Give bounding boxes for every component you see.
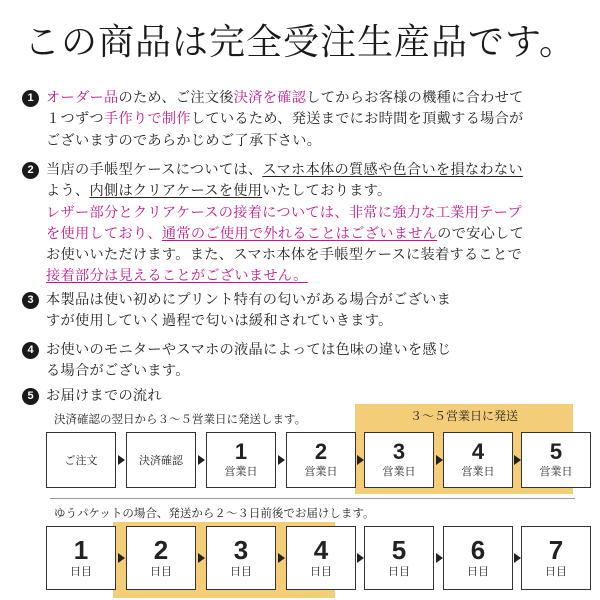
text-segment: 決済を確認	[233, 90, 307, 106]
text-line	[46, 245, 582, 266]
text-line	[46, 266, 582, 287]
text-segment: ので安心して	[437, 225, 525, 242]
step-unit: 日目	[310, 565, 332, 578]
step-unit: 日目	[467, 565, 489, 578]
flow-step	[443, 432, 513, 488]
step-number: 2	[153, 535, 169, 565]
text-segment: のため、ご注文後	[118, 90, 234, 106]
text-segment: 内側はクリアケースを使用	[89, 183, 263, 200]
number-badge: 3	[22, 292, 39, 309]
flow-step	[126, 432, 196, 488]
notice-text	[46, 88, 582, 152]
number-badge: 2	[22, 162, 39, 179]
arrow-right-icon	[436, 553, 443, 563]
text-segment: 通常のご使用で外れることはございません	[161, 225, 438, 242]
step-number: 1	[73, 535, 89, 565]
arrow-right-icon	[118, 553, 125, 563]
arrow-right-icon	[198, 455, 205, 465]
step-unit: 日目	[70, 565, 92, 578]
number-badge: 1	[22, 90, 39, 107]
arrow-right-icon	[514, 455, 521, 465]
text-segment: お使いのモニターやスマホの液晶によっては色味の違いを感じ	[46, 342, 452, 358]
flow-step	[521, 432, 591, 488]
step-unit: 営業日	[224, 465, 258, 478]
step-number: 2	[314, 439, 328, 464]
step-unit: 営業日	[461, 465, 495, 478]
step-number: 4	[471, 439, 485, 464]
arrow-right-icon	[436, 455, 443, 465]
step-label: 決済確認	[139, 454, 183, 467]
flow-step	[286, 432, 356, 488]
step-number: 5	[549, 439, 563, 464]
text-segment: 手作りで制作	[103, 111, 191, 128]
text-segment: ございますのであらかじめご了承下さい。	[46, 132, 322, 149]
text-segment: 本製品は使い初めにプリント特有の匂いがある場合がございま	[46, 292, 452, 308]
text-line	[46, 340, 582, 361]
step-number: 1	[234, 439, 248, 464]
text-segment: る場合がございます。	[46, 363, 190, 380]
step-unit: 日目	[230, 565, 252, 578]
text-line	[46, 88, 582, 109]
text-line	[46, 311, 582, 332]
text-segment: お使いいただけます。また、スマホ本体を手帳型ケースに装着することで	[46, 247, 522, 264]
flow-step	[521, 526, 591, 590]
text-segment: を使用しており、	[46, 225, 162, 242]
text-line	[46, 224, 582, 245]
flow-divider	[50, 498, 575, 499]
step-number: 6	[470, 535, 486, 565]
number-badge: 4	[22, 342, 39, 359]
flow-step	[286, 526, 356, 590]
notice-item	[22, 88, 582, 152]
number-badge: 5	[22, 388, 39, 405]
flow-step	[46, 432, 116, 488]
notice-item	[22, 290, 582, 333]
notice-item	[22, 160, 582, 288]
text-line	[46, 160, 582, 181]
step-unit: 営業日	[382, 465, 416, 478]
text-line	[46, 290, 582, 311]
step-unit: 営業日	[539, 465, 573, 478]
text-line	[46, 131, 582, 152]
notice-item	[22, 340, 582, 383]
notice-text	[46, 160, 582, 288]
text-segment: いたしております。	[262, 183, 392, 200]
arrow-right-icon	[278, 455, 285, 465]
text-segment: １つずつ	[46, 111, 104, 128]
text-segment: スマホ本体の質感や色合いを損なわない	[262, 162, 523, 178]
flow-step	[206, 526, 276, 590]
arrow-right-icon	[278, 553, 285, 563]
flow2-note: ゆうパケットの場合、発送から２～３日前後でお届けします。	[54, 506, 375, 520]
text-segment: レザー部分とクリアケースの接着については、非常に強力な工業用テープ	[46, 204, 522, 221]
text-segment: お届けまでの流れ	[46, 388, 162, 404]
flow-step	[126, 526, 196, 590]
step-number: 7	[548, 535, 564, 565]
text-segment: オーダー品	[46, 90, 119, 106]
flow-step	[443, 526, 513, 590]
text-segment: 接着部分は見えることがございません。	[46, 268, 308, 285]
step-number: 3	[233, 535, 249, 565]
shipping-window-label: ３～５営業日に発送	[409, 409, 518, 423]
arrow-right-icon	[198, 553, 205, 563]
notice-text	[46, 290, 582, 333]
arrow-right-icon	[357, 553, 364, 563]
step-unit: 日目	[150, 565, 172, 578]
text-line	[46, 361, 582, 382]
step-unit: 日目	[545, 565, 567, 578]
step-unit: 営業日	[304, 465, 338, 478]
text-segment: よう、	[46, 183, 90, 200]
step-number: 3	[392, 439, 406, 464]
flow-step	[46, 526, 116, 590]
flow-step	[364, 432, 434, 488]
notice-text	[46, 340, 582, 383]
text-segment: してからお客様の機種に合わせて	[306, 90, 524, 106]
step-unit: 日目	[388, 565, 410, 578]
step-label: ご注文	[64, 454, 98, 467]
text-line	[46, 109, 582, 130]
text-segment: 当店の手帳型ケースについては、	[46, 162, 263, 178]
page-title: この商品は完全受注生産品です。	[23, 22, 577, 63]
step-number: 5	[391, 535, 407, 565]
text-segment: すが使用していく過程で匂いは緩和されていきます。	[46, 313, 393, 330]
flow-step	[206, 432, 276, 488]
arrow-right-icon	[357, 455, 364, 465]
flow-step	[364, 526, 434, 590]
text-line	[46, 181, 582, 202]
text-line	[46, 203, 582, 224]
arrow-right-icon	[514, 553, 521, 563]
text-segment: しているため、発送までにお時間を頂戴する場合が	[190, 111, 524, 128]
arrow-right-icon	[118, 455, 125, 465]
flow1-note: 決済確認の翌日から３～５営業日に発送します。	[54, 412, 307, 426]
step-number: 4	[313, 535, 329, 565]
